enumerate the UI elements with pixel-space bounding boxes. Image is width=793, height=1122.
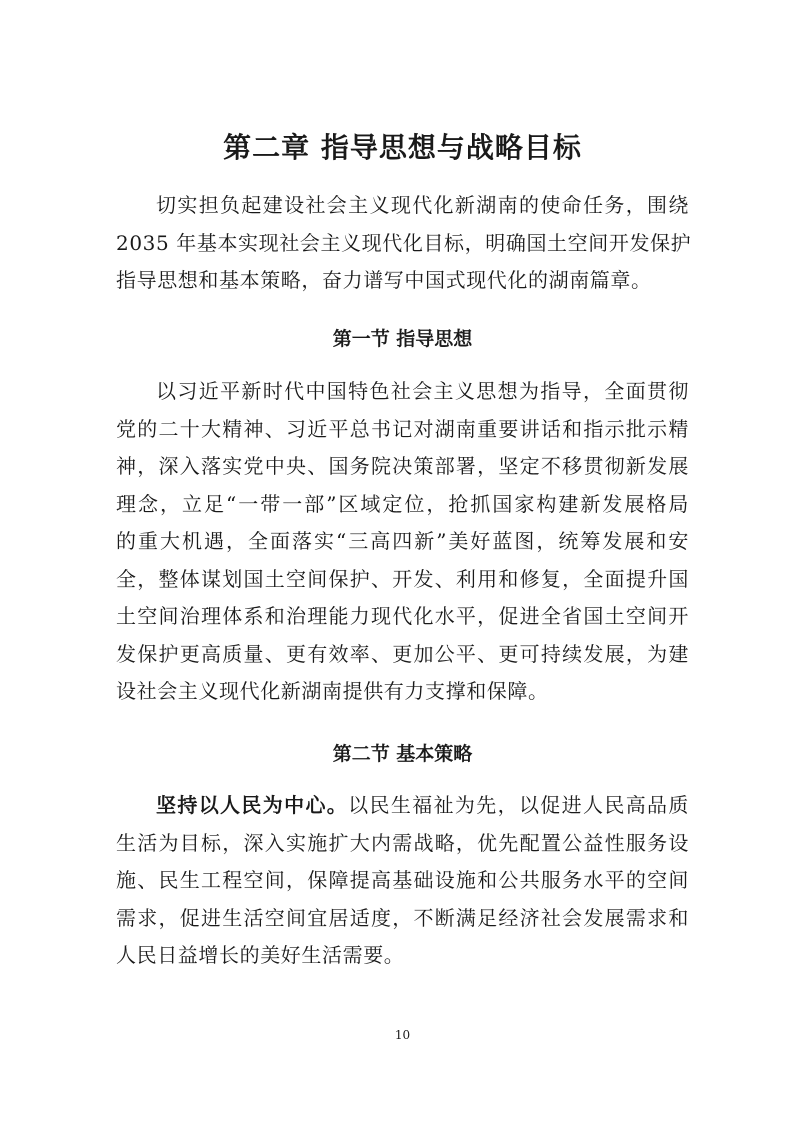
paragraph-line: 发保护更高质量、更有效率、更加公平、更可持续发展，为建 (116, 641, 689, 666)
paragraph-line: 神，深入落实党中央、国务院决策部署，坚定不移贯彻新发展 (116, 454, 689, 478)
strategy-first-line-text: 以民生福祉为先，以促进人民高品质 (348, 793, 689, 817)
paragraph-line: 党的二十大精神、习近平总书记对湖南重要讲话和指示批示精 (116, 416, 689, 441)
intro-paragraph (116, 187, 692, 300)
chapter-title: 第二章 指导思想与战略目标 (223, 131, 582, 164)
paragraph-line: 全，整体谋划国土空间保护、开发、利用和修复，全面提升国 (116, 566, 689, 591)
strategy-lead: 坚持以人民为中心。 (156, 793, 349, 817)
basic-strategy-paragraph (116, 787, 689, 975)
paragraph-line: 2035 年基本实现社会主义现代化目标，明确国土空间开发保护 (116, 230, 692, 255)
paragraph-line: 土空间治理体系和治理能力现代化水平，促进全省国土空间开 (116, 604, 689, 628)
guiding-ideology-paragraph (116, 373, 689, 711)
section-title-guiding-ideology: 第一节 指导思想 (332, 328, 473, 350)
paragraph-line: 以习近平新时代中国特色社会主义思想为指导，全面贯彻 (156, 379, 689, 403)
paragraph-line: 施、民生工程空间，保障提高基础设施和公共服务水平的空间 (116, 868, 689, 892)
paragraph-line: 切实担负起建设社会主义现代化新湖南的使命任务，围绕 (156, 193, 689, 217)
paragraph-line: 指导思想和基本策略，奋力谱写中国式现代化的湖南篇章。 (116, 268, 652, 292)
page-number: 10 (394, 1028, 411, 1042)
paragraph-line: 生活为目标，深入实施扩大内需战略，优先配置公益性服务设 (116, 830, 689, 855)
paragraph-line: 需求，促进生活空间宜居适度，不断满足经济社会发展需求和 (116, 905, 689, 930)
paragraph-line: 的重大机遇，全面落实“三高四新”美好蓝图，统筹发展和安 (116, 529, 689, 553)
paragraph-line: 理念，立足“一带一部”区域定位，抢抓国家构建新发展格局 (116, 491, 689, 516)
section-title-basic-strategy: 第二节 基本策略 (332, 743, 473, 765)
paragraph-line (116, 787, 689, 825)
paragraph-line: 人民日益增长的美好生活需要。 (116, 943, 405, 967)
paragraph-line: 设社会主义现代化新湖南提供有力支撑和保障。 (116, 679, 549, 703)
